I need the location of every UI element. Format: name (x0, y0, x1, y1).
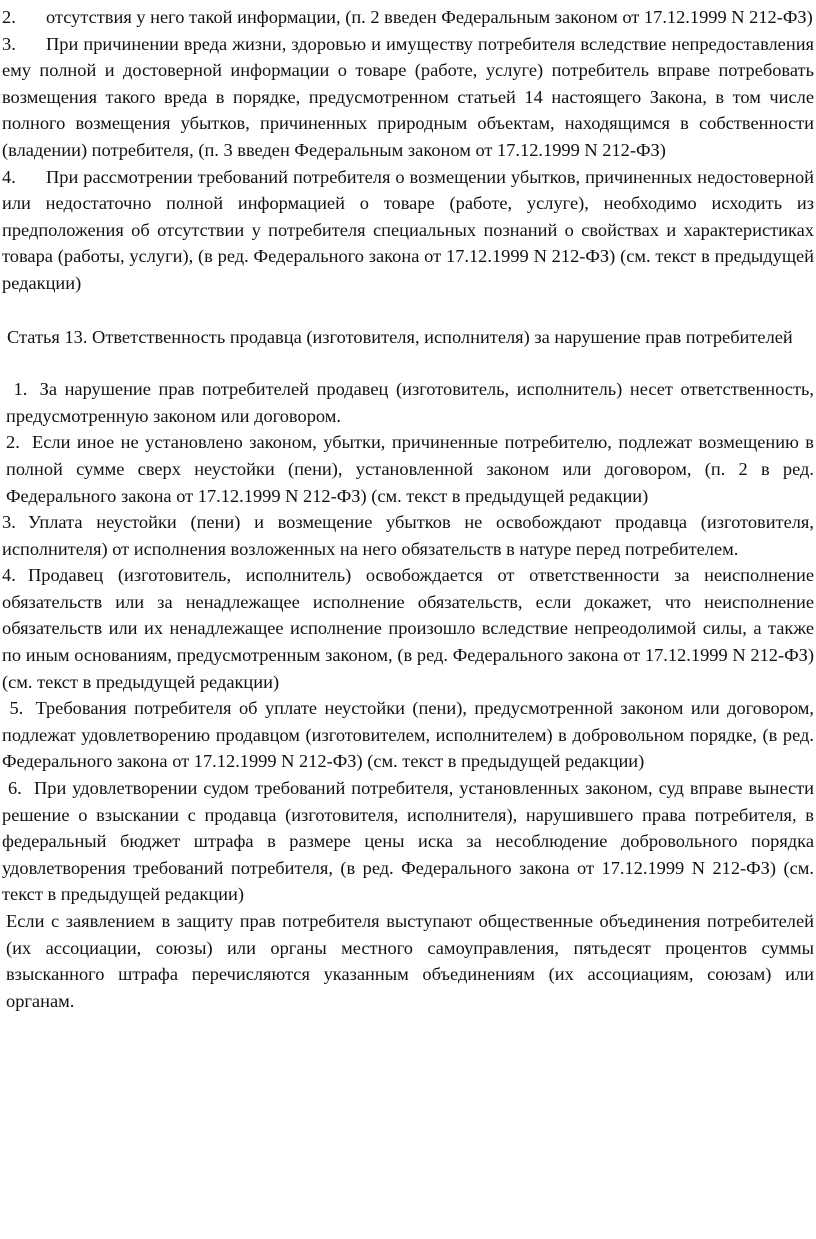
article-item-5 (2, 695, 814, 775)
article-item-3 (2, 509, 814, 562)
article-heading: Статья 13. Ответственность продавца (изготовителя, исполнителя) за нарушение прав потребителей (7, 326, 793, 347)
paragraph-text: При рассмотрении требований потребителя о возмещении убытков, причиненных недостоверной или недостаточно полной информацией о товаре (работе, услуге), необходимо исходить из предположения об отсутствии у потребителя специальных познаний о свойствах и характеристиках товара (работы, услуги), (в ред. Федерального закона от 17.12.1999 N 212-ФЗ) (см. текст в предыдущей редакции) (2, 166, 814, 293)
paragraph-text: Уплата неустойки (пени) и возмещение убытков не освобождают продавца (изготовителя, исполнителя) от исполнения возложенных на него обязательств в натуре перед потребителем. (2, 512, 814, 559)
paragraph-text: При удовлетворении судом требований потребителя, установленных законом, суд вправе вынести решение о взыскании с продавца (изготовителя, исполнителя), нарушившего права потребителя, в федеральный бюджет штрафа в размере цены иска за несоблюдение добровольного порядка удовлетворения требований потребителя, (в ред. Федерального закона от 17.12.1999 N 212-ФЗ) (см. текст в предыдущей редакции) (2, 778, 814, 905)
paragraph-number: 3. (2, 33, 16, 54)
paragraph-number: 5. (9, 698, 24, 719)
paragraph-2 (2, 4, 814, 31)
paragraph-text: За нарушение прав потребителей продавец (изготовитель, исполнитель) несет ответственность, предусмотренную законом или договором. (6, 379, 814, 426)
paragraph-4 (2, 164, 814, 297)
article-item-6 (2, 775, 814, 908)
paragraph-number: 2. (2, 7, 16, 27)
paragraph-number: 4. (2, 166, 16, 187)
article-item-2 (2, 429, 814, 509)
paragraph-text: Требования потребителя об уплате неустойки (пени), предусмотренной законом или договором, подлежат удовлетворению продавцом (изготовителем, исполнителем) в добровольном порядке, (в ред. Федерального закона от 17.12.1999 N 212-ФЗ) (см. текст в предыдущей редакции) (2, 698, 814, 772)
closing-paragraph: Если с заявлением в защиту прав потребителя выступают общественные объединения потребителей (их ассоциации, союзы) или органы местного самоуправления, пятьдесят процентов суммы взысканного штрафа перечисляются указанным объединениям (их ассоциациям, союзам) или органам. (6, 911, 814, 1011)
article-item-4 (2, 562, 814, 695)
paragraph-number: 2. (6, 432, 20, 453)
article-item-1 (2, 376, 814, 429)
paragraph-3 (2, 31, 814, 164)
paragraph-number: 6. (7, 778, 22, 799)
paragraph-text: Продавец (изготовитель, исполнитель) освобождается от ответственности за неисполнение обязательств или за ненадлежащее исполнение обязательств, если докажет, что неисполнение обязательств или их ненадлежащее исполнение произошло вследствие непреодолимой силы, а также по иным основаниям, предусмотренным законом, (в ред. Федерального закона от 17.12.1999 N 212-ФЗ) (см. текст в предыдущей редакции) (2, 565, 814, 692)
paragraph-text: Если иное не установлено законом, убытки, причиненные потребителю, подлежат возмещению в полной сумме сверх неустойки (пени), установленной законом или договором, (п. 2 в ред. Федерального закона от 17.12.1999 N 212-ФЗ) (см. текст в предыдущей редакции) (6, 432, 814, 506)
paragraph-text: При причинении вреда жизни, здоровью и имуществу потребителя вследствие непредоставления ему полной и достоверной информации о товаре (работе, услуге) потребитель вправе потребовать возмещения такого вреда в порядке, предусмотренном статьей 14 настоящего Закона, в том числе полного возмещения убытков, причиненных природным объектам, находящимся в собственности (владении) потребителя, (п. 3 введен Федеральным законом от 17.12.1999 N 212-ФЗ) (2, 33, 814, 160)
paragraph-number: 3. (2, 512, 16, 533)
paragraph-number: 1. (13, 379, 28, 400)
paragraph-text: отсутствия у него такой информации, (п. 2 введен Федеральным законом от 17.12.1999 N 212-ФЗ) (46, 7, 813, 27)
paragraph-number: 4. (2, 565, 16, 586)
